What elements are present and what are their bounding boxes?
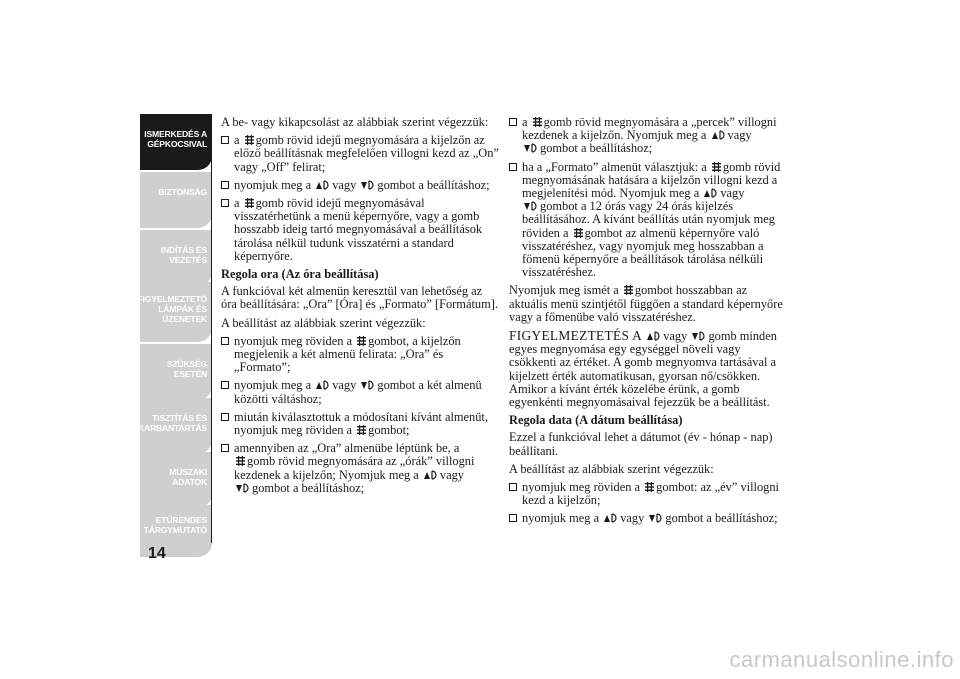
up-button-icon [603, 513, 619, 523]
page-number: 14 [148, 545, 166, 562]
checkbox-bullet-icon [221, 381, 229, 389]
up-button-icon [315, 380, 331, 390]
item-text: nyomjuk meg röviden a [234, 333, 353, 348]
item-text: gombot, a kijelzőn megjelenik a két almenü felirata: „Ora” és „Formato”; [234, 333, 461, 375]
tab-inditas[interactable] [140, 230, 212, 286]
item-text: vagy [439, 467, 464, 482]
tab-ismerkedes[interactable] [140, 114, 212, 170]
list-item [221, 411, 499, 437]
list-item [221, 379, 499, 405]
item-text: amennyiben az „Ora” almenübe léptünk be, a [234, 441, 460, 456]
tab-tisztitas[interactable] [137, 398, 212, 454]
para-text: gomb [708, 329, 737, 344]
up-button-icon [711, 130, 727, 140]
item-text: ha a „Formato” almenüt választjuk: a [522, 159, 707, 174]
list-item [221, 134, 499, 174]
tab-label: INDÍTÁS ÉS VEZETÉS [160, 245, 207, 265]
up-button-icon [703, 188, 719, 198]
checkbox-bullet-icon [509, 483, 517, 491]
menu-button-icon [532, 117, 543, 127]
list-item [509, 161, 787, 280]
para-text: vagy [663, 329, 688, 344]
checkbox-bullet-icon [509, 118, 517, 126]
watermark: carmanualsonline.info [729, 647, 954, 672]
item-text: nyomjuk meg a [234, 378, 312, 393]
right-column [509, 116, 787, 531]
para-text: Nyomjuk meg ismét a [509, 283, 619, 298]
list-item [509, 512, 787, 525]
up-button-icon [423, 470, 439, 480]
left-column [221, 116, 499, 500]
item-text: vagy [727, 128, 752, 143]
item-text: gomb rövid megnyomására a „percek” villogni kezdenek a kijelzőn. Nyomjuk meg a [522, 115, 777, 143]
list-item [509, 116, 787, 156]
menu-button-icon [356, 336, 367, 346]
tab-label: FIGYELMEZTETŐ LÁMPÁK ÉS ÜZENETEK [137, 294, 207, 324]
tab-szukseg[interactable] [140, 344, 212, 400]
checkbox-bullet-icon [221, 444, 229, 452]
item-text: a [234, 133, 240, 148]
tab-label: TISZTÍTÁS ÉS KARBANTARTÁS [137, 413, 207, 433]
list-item [221, 197, 499, 263]
down-button-icon [648, 513, 664, 523]
down-button-icon [523, 143, 539, 153]
list-item [221, 179, 499, 192]
item-text: gombot a beállításhoz; [665, 511, 778, 526]
tab-biztonsag[interactable] [140, 172, 212, 228]
item-text: vagy [620, 511, 645, 526]
item-text: gombot: az „év” villogni kezd a kijelzőn; [522, 480, 779, 508]
item-text: miután kiválasztottuk a módosítani kívánt almenüt, nyomjuk meg röviden a [234, 409, 488, 438]
menu-button-icon [235, 456, 246, 466]
menu-button-icon [573, 228, 584, 238]
menu-button-icon [644, 482, 655, 492]
item-text: gombot a beállításhoz; [377, 177, 490, 192]
item-text: nyomjuk meg röviden a [522, 480, 641, 495]
item-text: vagy [720, 186, 745, 201]
item-text: gomb rövid megnyomásának hatására a kijelzőn villogni kezd a megjelenítési mód. Nyomjuk meg a [522, 159, 781, 201]
item-text: nyomjuk meg a [522, 511, 600, 526]
menu-button-icon [244, 135, 255, 145]
up-button-icon [315, 180, 331, 190]
warning-paragraph [509, 329, 787, 409]
item-text: gombot a beállításhoz; [252, 480, 365, 495]
item-text: gombot a két almenü közötti váltáshoz; [234, 378, 482, 406]
checkbox-bullet-icon [221, 413, 229, 421]
section-heading: Regola data (A dátum beállítása) [509, 413, 683, 428]
item-text: gombot a beállításhoz; [540, 141, 653, 156]
down-button-icon [691, 331, 707, 341]
down-button-icon [235, 483, 251, 493]
paragraph: Ezzel a funkcióval lehet a dátumot (év - hónap - nap) beállítani. [509, 430, 773, 458]
tab-label: MŰSZAKI ADATOK [169, 467, 207, 487]
item-text: gombot a 12 órás vagy 24 órás kijelzés beállításához. A kívánt beállítás után nyomjuk meg röviden a [522, 199, 775, 240]
item-text: gomb rövid megnyomására az „órák” villogni kezdenek a kijelzőn; Nyomjuk meg a [234, 454, 475, 482]
tab-label: BIZTONSÁG [158, 187, 207, 197]
item-text: vagy [332, 378, 357, 393]
up-button-icon [646, 331, 662, 341]
warning-heading: FIGYELMEZTETÉS A [509, 328, 643, 344]
list-item [221, 442, 499, 495]
menu-button-icon [356, 425, 367, 435]
checkbox-bullet-icon [509, 514, 517, 522]
intro-text: A be- vagy kikapcsolást az alábbiak szerint végezzük: [221, 115, 489, 129]
menu-button-icon [711, 162, 722, 172]
checkbox-bullet-icon [221, 337, 229, 345]
checkbox-bullet-icon [221, 181, 229, 189]
para-text: gombot hosszabban az aktuális menü szintjétől függően a standard képernyőre vagy a főmenübe való visszatéréshez. [509, 283, 783, 324]
tab-muszaki[interactable] [140, 452, 212, 508]
down-button-icon [360, 380, 376, 390]
tab-label: ISMERKEDÉS A GÉPKOCSIVAL [144, 129, 207, 149]
item-text: vagy [332, 177, 357, 192]
paragraph [509, 284, 787, 324]
menu-button-icon [244, 198, 255, 208]
tab-label: ETŰRENDES TÁRGYMUTATÓ [143, 515, 207, 535]
item-text: a [234, 196, 240, 211]
paragraph: A beállítást az alábbiak szerint végezzük: [509, 461, 714, 476]
paragraph: A beállítást az alábbiak szerint végezzük: [221, 315, 426, 330]
item-text: gombot; [368, 423, 410, 438]
menu-button-icon [623, 285, 634, 295]
down-button-icon [360, 180, 376, 190]
checkbox-bullet-icon [221, 136, 229, 144]
paragraph: A funkcióval két almenün keresztül van lehetőség az óra beállítására: „Ora” [Óra] és „Formato” [Formátum]. [221, 284, 498, 312]
item-text: nyomjuk meg a [234, 177, 312, 192]
list-item [221, 335, 499, 375]
checkbox-bullet-icon [509, 163, 517, 171]
item-text: gomb rövid idejű megnyomására a kijelzőn az előző beállításnak megfelelően villogni kezd az „On” vagy „Off” felirat; [234, 133, 499, 174]
sidebar-divider [211, 114, 212, 543]
para-text: minden egyes megnyomása egy egységgel növeli vagy csökkenti az értéket. A gomb megnyomva tartásával a kijelzett érték automatikusan, gyorsan nő/csökken. Amikor a kívánt érték közelébe érünk, a gomb egyenkénti megnyomásaival fejezzük be a beállítást. [509, 329, 777, 410]
item-text: gomb rövid idejű megnyomásával visszatérhetünk a menü képernyőre, vagy a gomb hosszabb ideig tartó megnyomásával a beállítások tárolása nélkül tudunk visszatérni a standard képernyőre. [234, 196, 483, 263]
list-item [509, 481, 787, 507]
item-text: gombot az almenü képernyőre való visszatéréshez, vagy nyomjuk meg hosszabban a főmenü képernyőre a beállítások tárolása nélküli visszatéréshez. [522, 225, 764, 280]
down-button-icon [523, 201, 539, 211]
checkbox-bullet-icon [221, 199, 229, 207]
item-text: a [522, 115, 528, 129]
tab-figyelmezteto[interactable] [137, 282, 212, 342]
section-heading: Regola ora (Az óra beállítása) [221, 267, 379, 282]
tab-label: SZÜKSÉG ESETÉN [166, 359, 207, 379]
